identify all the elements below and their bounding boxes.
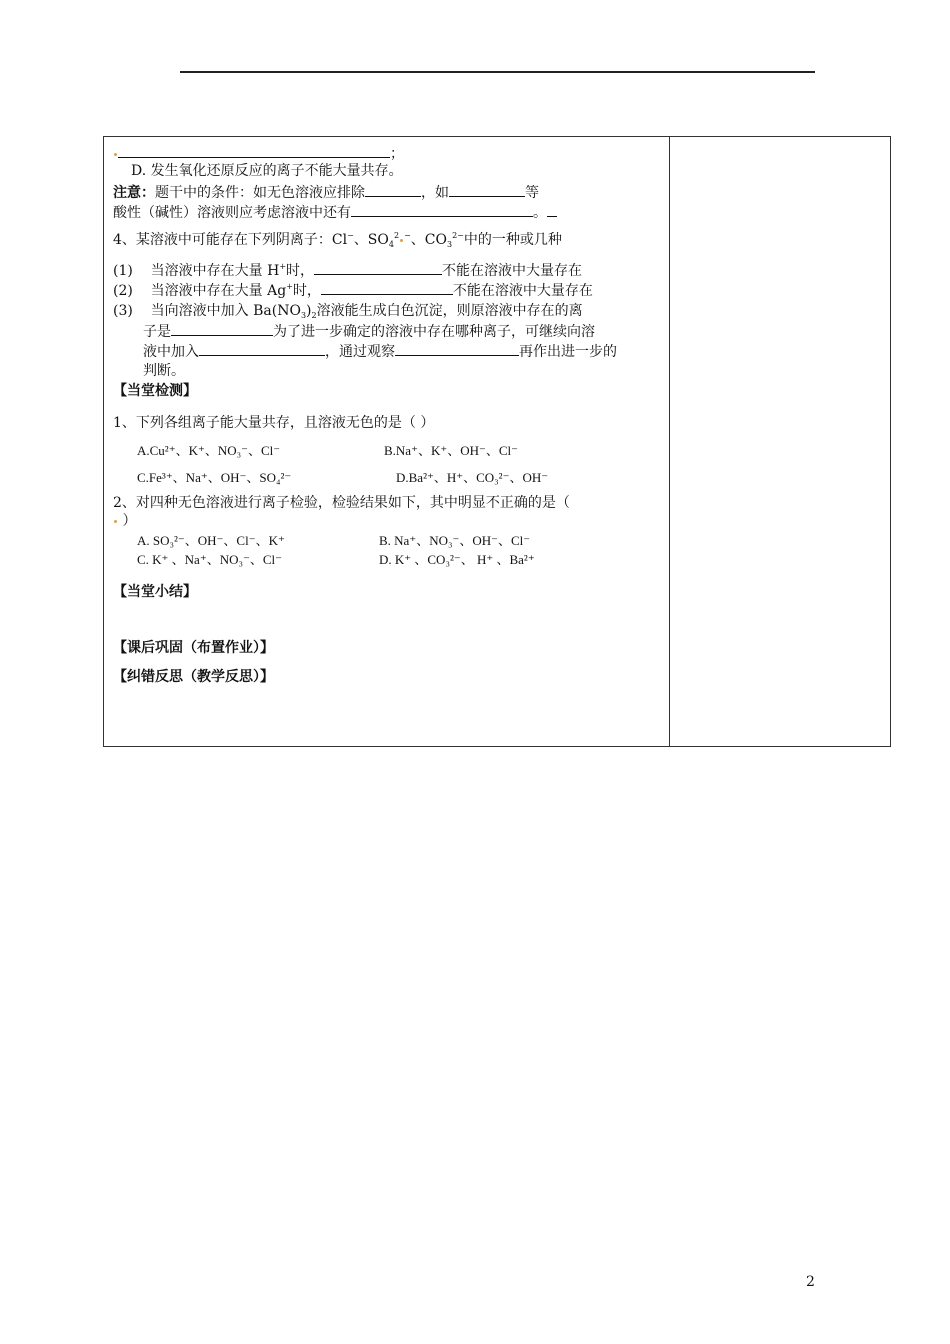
section-summary-heading: 【当堂小结】: [113, 584, 197, 600]
lesson-table: [103, 136, 891, 747]
q4-intro: 4、某溶液中可能存在下列阴离子：Cl−、$SO_4^2$ −、$CO_3^{2-}$中的一种或几种: [113, 231, 562, 249]
q4-part-3-line-3: 液中加入 ，通过观察 再作出进一步的: [143, 341, 617, 362]
check-question-2: 2、对四种无色溶液进行离子检验，检验结果如下，其中明显不正确的是（: [113, 495, 570, 511]
note-line-2: 酸性（碱性）溶液则应考虑溶液中还有 。: [113, 202, 557, 223]
section-check-heading: 【当堂检测】: [113, 383, 197, 399]
check-q1-option-a: A.Cu²⁺、K⁺、NO₃⁻、Cl⁻: [137, 443, 281, 458]
check-question-2-end: ）: [113, 511, 136, 531]
line-c-continuation: ；: [113, 143, 404, 164]
check-question-1: 1、下列各组离子能大量共存，且溶液无色的是（ ）: [113, 415, 435, 431]
q4-part-1: (1) 当溶液中存在大量 H+时， 不能在溶液中大量存在: [113, 262, 583, 279]
check-q2-option-b: B. Na⁺、NO₃⁻、OH⁻、Cl⁻: [379, 533, 531, 548]
header-rule: [180, 71, 815, 73]
check-q1-option-b: B.Na⁺、K⁺、OH⁻、Cl⁻: [384, 443, 518, 458]
column-divider: [669, 137, 670, 746]
q4-part-2: (2) 当溶液中存在大量 Ag+时， 不能在溶液中大量存在: [113, 282, 593, 299]
check-q1-option-c: C.Fe³⁺、Na⁺、OH⁻、SO₄²⁻: [137, 470, 292, 485]
item-d: D. 发生氧化还原反应的离子不能大量共存。: [131, 163, 403, 179]
section-reflection-heading: 【纠错反思（教学反思）】: [113, 669, 274, 685]
section-homework-heading: 【课后巩固（布置作业）】: [113, 640, 274, 656]
check-q1-option-d: D.Ba²⁺、H⁺、CO₃²⁻、OH⁻: [396, 470, 549, 485]
q4-part-3-line-4: 判断。: [143, 363, 185, 379]
check-q2-option-a: A. SO₃²⁻、OH⁻、Cl⁻、K⁺: [137, 533, 285, 548]
page-number: 2: [806, 1274, 815, 1290]
check-q2-option-d: D. K⁺ 、CO₃²⁻、 H⁺ 、Ba²⁺: [379, 552, 535, 567]
q4-part-3: (3) 当向溶液中加入 $Ba(NO_3)_2$溶液能生成白色沉淀，则原溶液中存在的离: [113, 303, 583, 320]
check-q2-option-c: C. K⁺ 、Na⁺、NO₃⁻、Cl⁻: [137, 552, 283, 567]
note-line-1: 注意：题干中的条件：如无色溶液应排除 ，如 等: [113, 182, 539, 203]
q4-part-3-line-2: 子是 为了进一步确定的溶液中存在哪种离子，可继续向溶: [143, 321, 595, 342]
